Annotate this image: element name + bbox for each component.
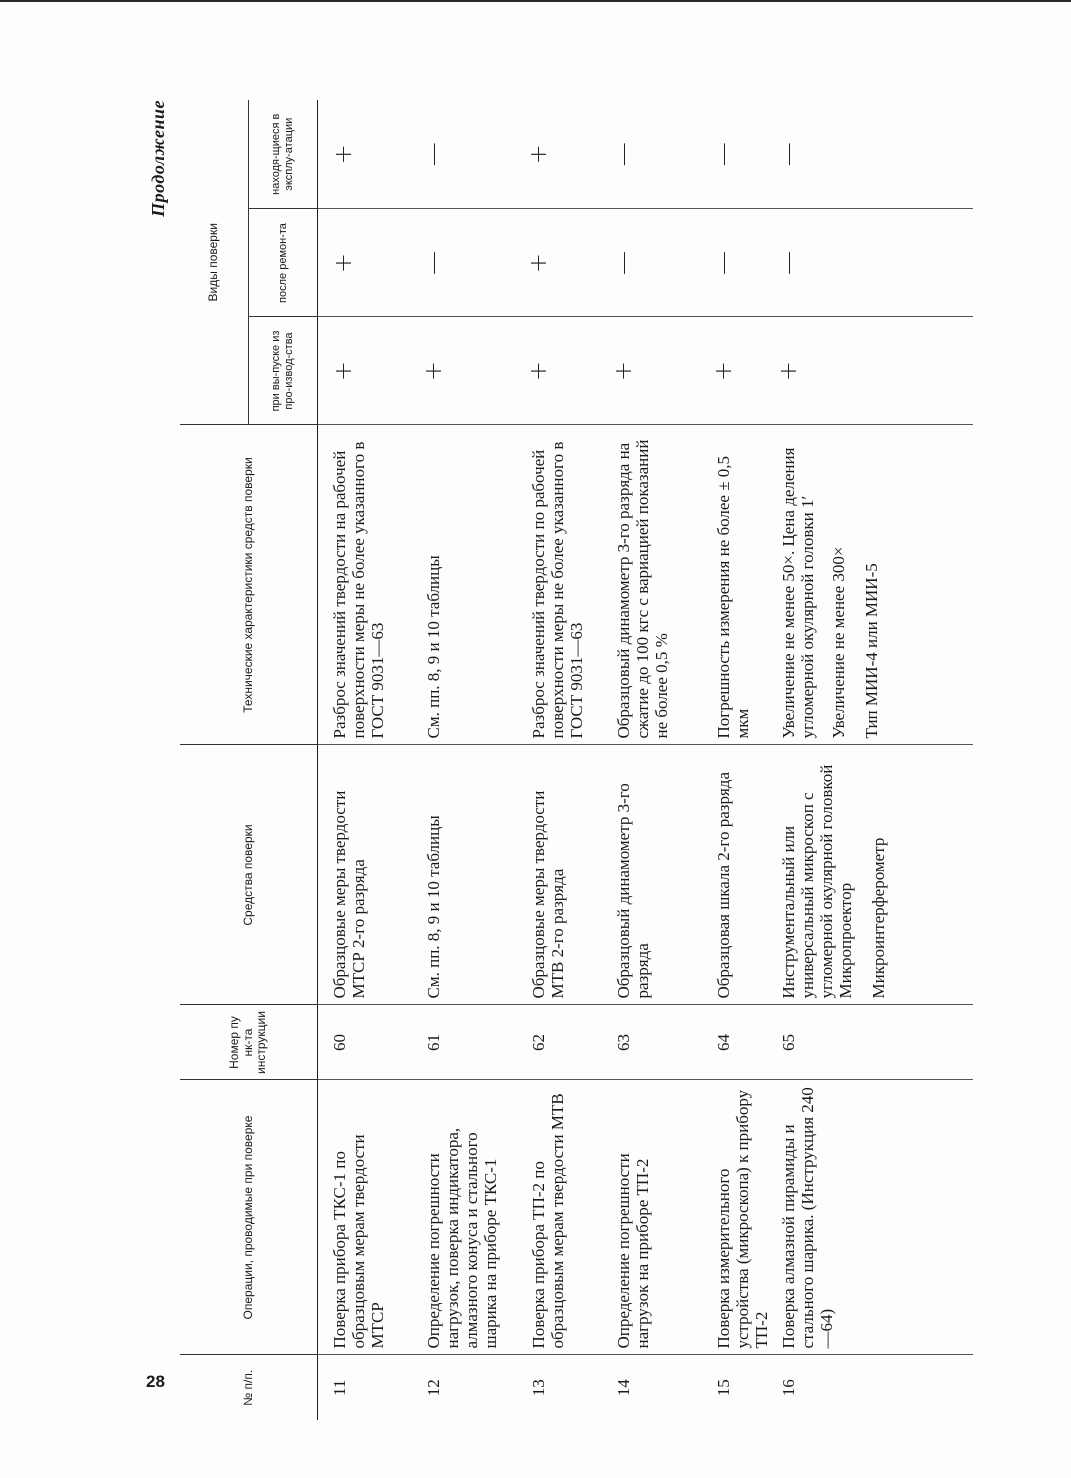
cell-means: Образцовые меры твердости МТВ 2-го разряда — [523, 745, 608, 1005]
cell-no: 14 — [613, 1379, 633, 1397]
top-border-line — [0, 0, 1071, 2]
cell-operating: — — [608, 100, 708, 209]
cell-repair: — — [773, 209, 973, 317]
header-release: при вы-пуске из про-извод-ства — [249, 317, 318, 425]
cell-tech: Разброс значений твердости по рабочей поверхности меры не более указанного в ГОСТ 9031—63 — [523, 425, 608, 745]
header-operating: находя-щиеся в эксплу-атации — [249, 100, 318, 209]
cell-release: + — [523, 317, 608, 425]
table-row — [708, 100, 773, 1420]
cell-operation: Поверка прибора ТП-2 по образцовым мерам твердости МТВ — [523, 1080, 608, 1355]
cell-operation: Поверка алмазной пирамиды и стального шарика. (Инструкция 240—64) — [773, 1080, 973, 1355]
header-means: Средства поверки — [180, 745, 318, 1005]
header-clause: Номер пу нк-та инструкции — [180, 1005, 318, 1080]
cell-means: См. пп. 8, 9 и 10 таблицы — [418, 745, 523, 1005]
cell-operation: Определение погрешности нагрузок на приборе ТП-2 — [608, 1080, 708, 1355]
table-row — [608, 100, 708, 1420]
verification-table — [180, 100, 973, 1420]
cell-clause: 61 — [418, 1005, 523, 1080]
cell-means-group — [773, 745, 973, 1005]
cell-means: Образцовая шкала 2-го разряда — [708, 745, 773, 1005]
cell-clause: 63 — [608, 1005, 708, 1080]
continuation-label: Продолжение — [148, 100, 168, 217]
cell-release: + — [318, 317, 418, 425]
cell-clause: 62 — [523, 1005, 608, 1080]
page-number: 28 — [146, 1372, 165, 1391]
cell-operating: + — [318, 100, 418, 209]
cell-release: + — [708, 317, 773, 425]
cell-no: 13 — [528, 1379, 548, 1397]
table-row — [318, 100, 418, 1420]
cell-tech-group — [773, 425, 973, 745]
cell-tech: См. пп. 8, 9 и 10 таблицы — [418, 425, 523, 745]
header-kinds: Виды поверки — [180, 100, 249, 425]
cell-means: Инструментальный или универсальный микроскоп с угломерной окулярной головкой — [778, 764, 836, 999]
cell-no: 12 — [423, 1379, 443, 1397]
table-row — [523, 100, 608, 1420]
cell-means-2: Микропроектор — [835, 882, 855, 999]
header-repair: после ремон-та — [249, 209, 318, 317]
cell-tech: Образцовый динамометр 3-го разряда на сжатие до 100 кгс с вариацией показаний не более 0,5 % — [608, 425, 708, 745]
cell-no: 15 — [713, 1379, 733, 1397]
cell-operating: — — [708, 100, 773, 209]
cell-repair: — — [418, 209, 523, 317]
header-operation: Операции, проводимые при поверке — [180, 1080, 318, 1355]
cell-release: + — [773, 317, 973, 425]
cell-means: Образцовые меры твердости МТСР 2-го разряда — [318, 745, 418, 1005]
table-row — [418, 100, 523, 1420]
cell-tech-2: Увеличение не менее 300× — [828, 546, 848, 739]
cell-means-3: Микроинтерферометр — [868, 837, 888, 999]
cell-no: 16 — [778, 1379, 798, 1397]
cell-operating: + — [523, 100, 608, 209]
cell-clause: 64 — [708, 1005, 773, 1080]
header-tech: Технические характеристики средств поверки — [180, 425, 318, 745]
cell-operating: — — [418, 100, 523, 209]
cell-tech: Увеличение не менее 50×. Цена деления угломерной окулярной головки 1′ — [778, 447, 817, 739]
cell-clause: 65 — [773, 1005, 973, 1080]
cell-tech: Погрешность измерения не более ± 0,5 мкм — [708, 425, 773, 745]
cell-repair: + — [318, 209, 418, 317]
cell-operating: — — [773, 100, 973, 209]
cell-repair: + — [523, 209, 608, 317]
cell-operation: Поверка прибора ТКС-1 по образцовым мерам твердости МТСР — [318, 1080, 418, 1355]
table-row — [773, 100, 973, 1420]
header-no: № п/п. — [180, 1355, 318, 1420]
cell-repair: — — [608, 209, 708, 317]
cell-tech: Разброс значений твердости на рабочей поверхности меры не более указанного в ГОСТ 9031—63 — [318, 425, 418, 745]
cell-operation: Определение погрешности нагрузок, поверка индикатора, алмазного конуса и стального шарика на приборе ТКС-1 — [418, 1080, 523, 1355]
cell-no: 11 — [330, 1379, 349, 1396]
cell-operation: Поверка измерительного устройства (микроскопа) к прибору ТП-2 — [708, 1080, 773, 1355]
cell-repair: — — [708, 209, 773, 317]
cell-release: + — [608, 317, 708, 425]
cell-means: Образцовый динамометр 3-го разряда — [608, 745, 708, 1005]
cell-clause: 60 — [318, 1005, 418, 1080]
cell-tech-3: Тип МИИ-4 или МИИ-5 — [861, 563, 881, 739]
cell-release: + — [418, 317, 523, 425]
